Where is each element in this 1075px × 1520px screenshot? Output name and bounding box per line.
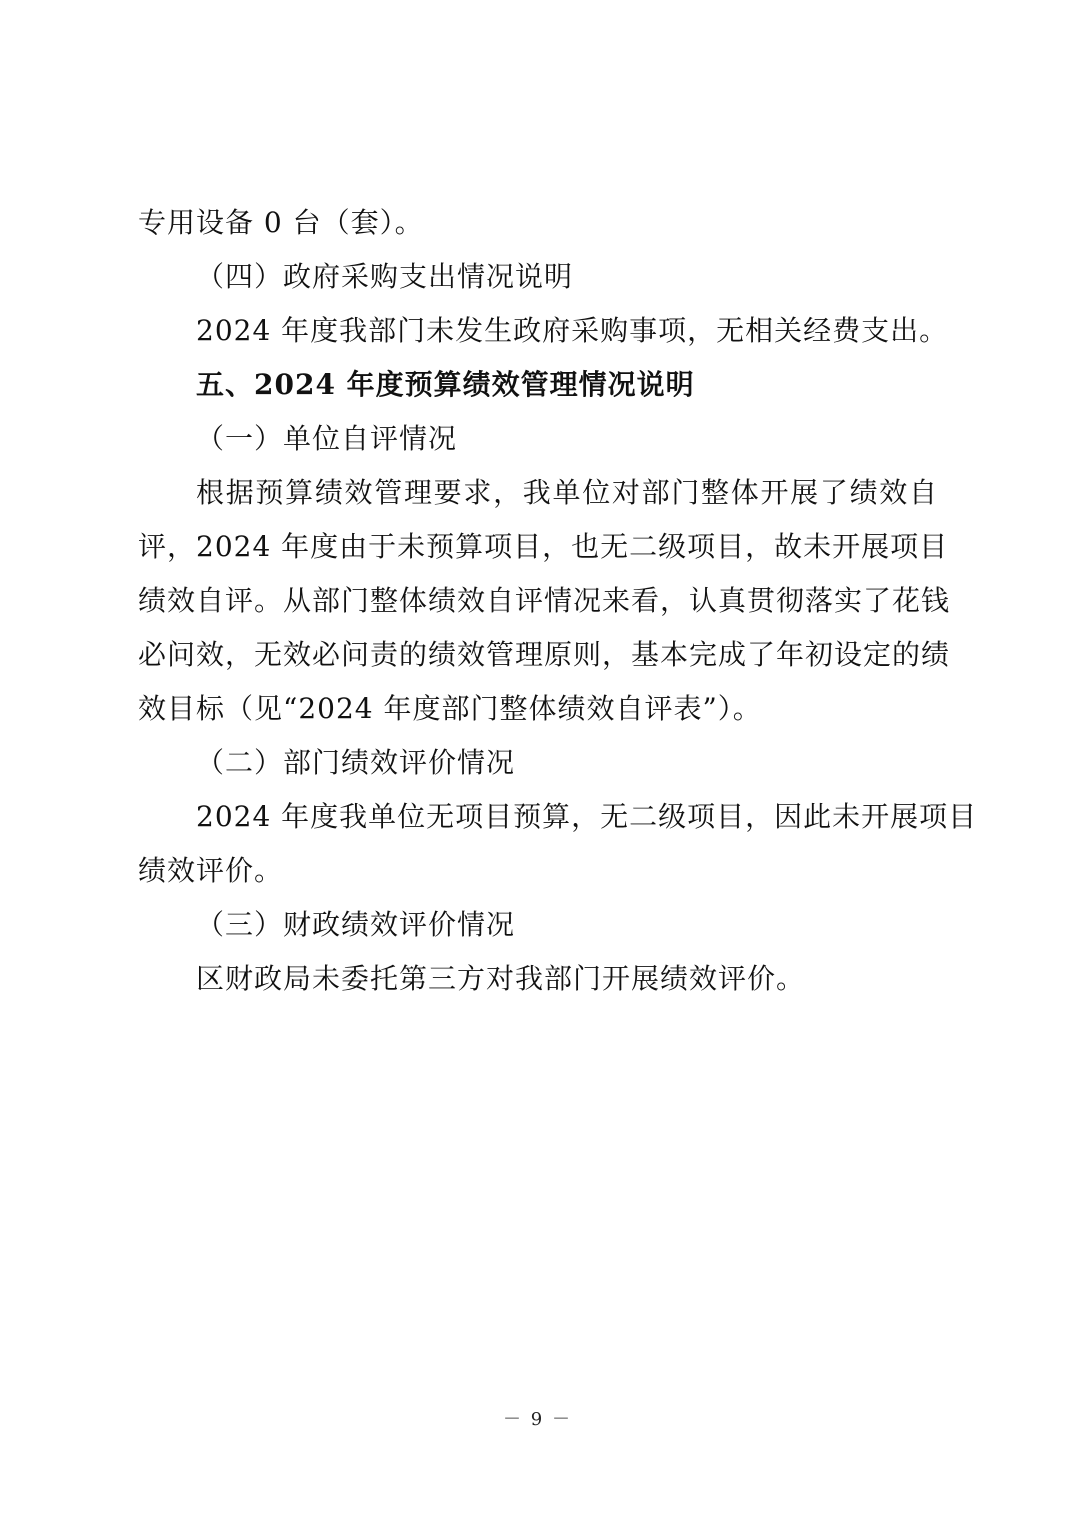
subheading-procurement: （四）政府采购支出情况说明	[196, 260, 574, 293]
paragraph-self-evaluation-line-2: 评，2024 年度由于未预算项目，也无二级项目，故未开展项目	[138, 530, 949, 563]
paragraph-fiscal-evaluation: 区财政局未委托第三方对我部门开展绩效评价。	[196, 962, 806, 995]
section-heading-performance: 五、2024 年度预算绩效管理情况说明	[196, 368, 695, 401]
paragraph-self-evaluation-line-3: 绩效自评。从部门整体绩效自评情况来看，认真贯彻落实了花钱	[138, 584, 951, 617]
paragraph-department-evaluation-line-2: 绩效评价。	[138, 854, 284, 887]
text-line-equipment-count: 专用设备 0 台（套）。	[138, 206, 424, 239]
subheading-department-evaluation: （二）部门绩效评价情况	[196, 746, 516, 779]
paragraph-self-evaluation-line-4: 必问效，无效必问责的绩效管理原则，基本完成了年初设定的绩	[138, 638, 951, 671]
page-number: － 9 －	[503, 1409, 572, 1430]
paragraph-department-evaluation-line-1: 2024 年度我单位无项目预算，无二级项目，因此未开展项目	[196, 800, 978, 833]
paragraph-self-evaluation-line-5: 效目标（见“2024 年度部门整体绩效自评表”）。	[138, 692, 762, 725]
paragraph-self-evaluation-line-1: 根据预算绩效管理要求，我单位对部门整体开展了绩效自	[196, 476, 938, 509]
subheading-self-evaluation: （一）单位自评情况	[196, 422, 458, 455]
paragraph-procurement: 2024 年度我部门未发生政府采购事项，无相关经费支出。	[196, 314, 949, 347]
subheading-fiscal-evaluation: （三）财政绩效评价情况	[196, 908, 516, 941]
